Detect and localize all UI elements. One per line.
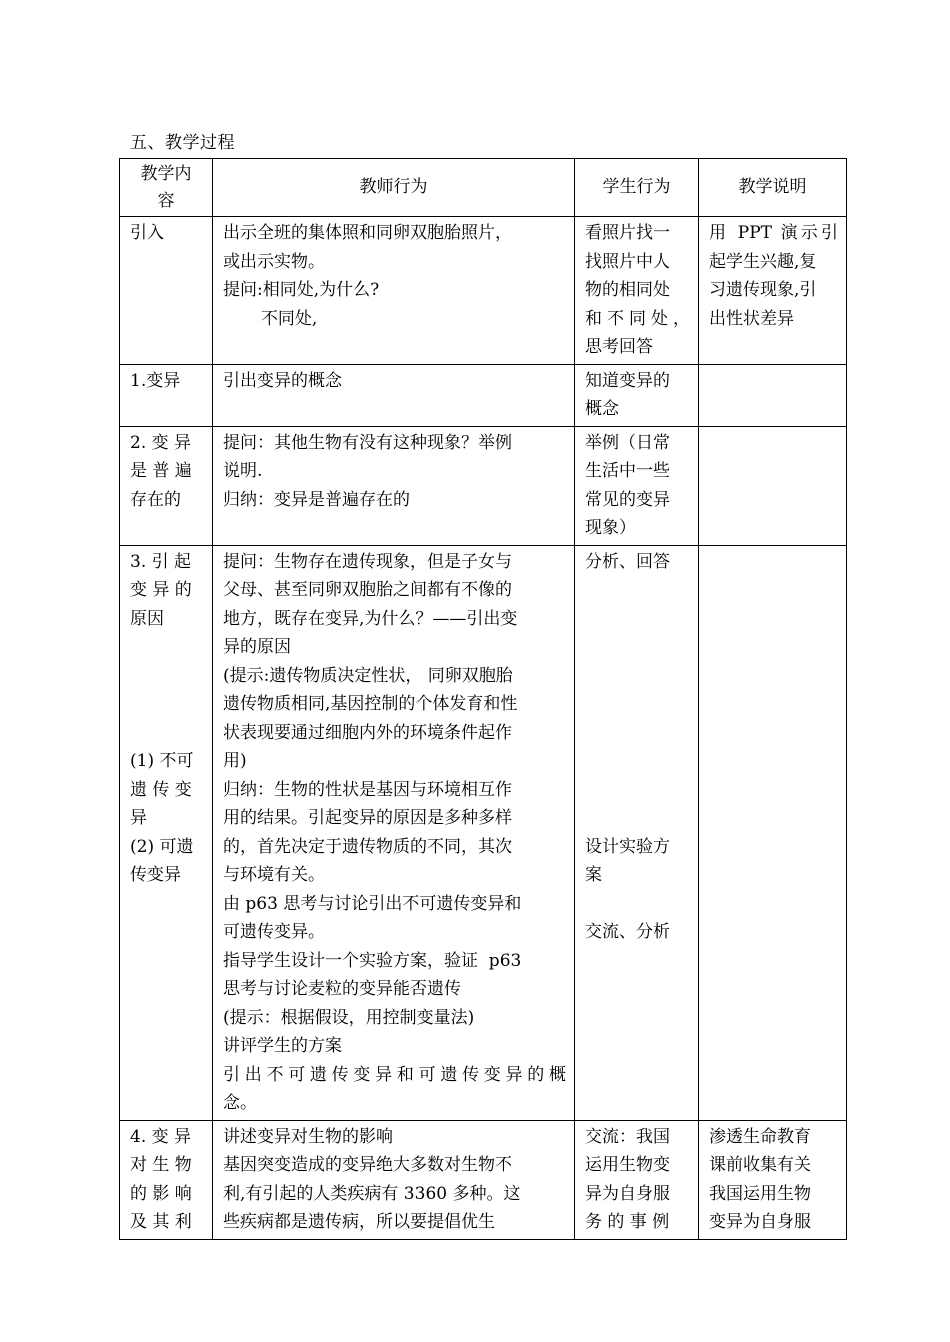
section-title: 五、教学过程 — [130, 133, 235, 153]
table-row — [120, 426, 847, 545]
table-row — [120, 1120, 847, 1239]
header-student: 学生行为 — [575, 159, 699, 217]
row-content: 2. 变 异 是 普 遍 存在的 — [120, 426, 213, 545]
row-note: 渗透生命教育 课前收集有关 我国运用生物 变异为自身服 — [699, 1120, 847, 1239]
row-student: 知道变异的 概念 — [575, 364, 699, 426]
header-teacher: 教师行为 — [213, 159, 575, 217]
row-content: 引入 — [120, 217, 213, 365]
header-note: 教学说明 — [699, 159, 847, 217]
table-row — [120, 364, 847, 426]
header-content: 教学内容 — [120, 159, 213, 217]
row-content: 4. 变 异 对 生 物 的 影 响 及 其 利 — [120, 1120, 213, 1239]
row-student: 交流：我国 运用生物变 异为自身服 务 的 事 例 — [575, 1120, 699, 1239]
row-content: 1.变异 — [120, 364, 213, 426]
row-teacher: 引出变异的概念 — [213, 364, 575, 426]
row-note: 用 PPT 演示引 起学生兴趣,复 习遗传现象,引 出性状差异 — [699, 217, 847, 365]
row-teacher: 提问：生物存在遗传现象，但是子女与 父母、甚至同卵双胞胎之间都有不像的 地方，既存在变异,为什么？——引出变 异的原因 (提示:遗传物质决定性状， 同卵双胞胎 遗传物质相同,基因控制的个体发育和性 状表现要通过细胞内外的环境条件起作 用) 归纳：生物的性状是基因与环境相互作 用的结果。引起变异的原因是多种多样 的，首先决定于遗传物质的不同，其次 与环境有关。 由 p63 思考与讨论引出不可遗传变异和 可遗传变异。 指导学生设计一个实验方案，验证 p63 思考与讨论麦粒的变异能否遗传 (提示：根据假设，用控制变量法) 讲评学生的方案 引出不可遗传变异和可遗传变异的概 念。 — [213, 545, 575, 1120]
table-row — [120, 217, 847, 365]
row-student: 分析、回答 设计实验方 案 交流、分析 — [575, 545, 699, 1120]
row-content: 3. 引 起 变 异 的 原因 (1) 不可 遗 传 变 异 (2) 可遗 传变异 — [120, 545, 213, 1120]
row-student: 看照片找一 找照片中人 物的相同处 和不同处， 思考回答 — [575, 217, 699, 365]
table-header-row — [120, 159, 847, 217]
row-teacher: 提问：其他生物有没有这种现象？举例 说明. 归纳：变异是普遍存在的 — [213, 426, 575, 545]
row-note — [699, 426, 847, 545]
row-note — [699, 364, 847, 426]
row-teacher: 讲述变异对生物的影响 基因突变造成的变异绝大多数对生物不 利,有引起的人类疾病有 3360 多种。这 些疾病都是遗传病，所以要提倡优生 — [213, 1120, 575, 1239]
row-note — [699, 545, 847, 1120]
teaching-process-table — [119, 158, 847, 1240]
row-student: 举例（日常 生活中一些 常见的变异 现象） — [575, 426, 699, 545]
row-teacher: 出示全班的集体照和同卵双胞胎照片， 或出示实物。 提问:相同处,为什么? 不同处, — [213, 217, 575, 365]
table-row — [120, 545, 847, 1120]
